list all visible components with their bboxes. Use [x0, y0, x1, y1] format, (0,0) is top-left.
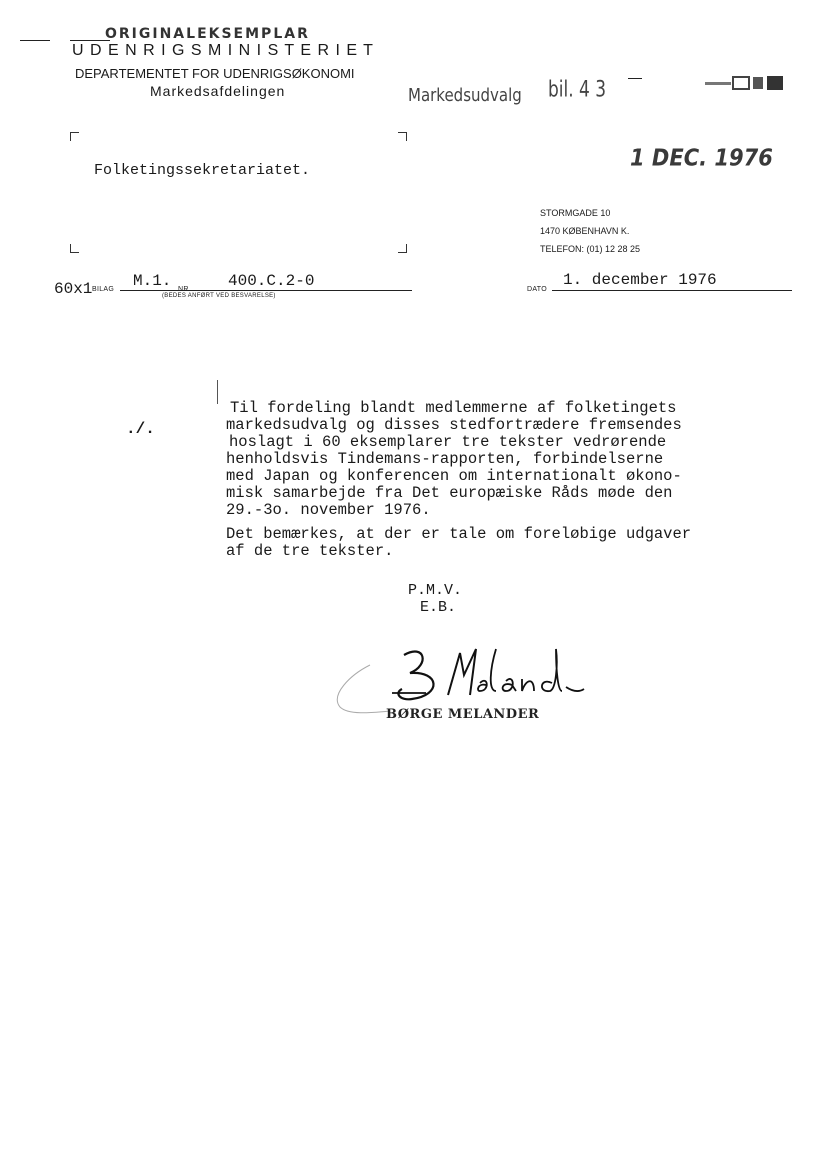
body-line: Det bemærkes, at der er tale om foreløbige udgaver	[226, 525, 692, 543]
address-phone: TELEFON: (01) 12 28 25	[540, 244, 641, 254]
committee-stamp: Markedsudvalg	[408, 84, 522, 106]
body-line: hoslagt i 60 eksemplarer tre tekster vedrørende	[229, 433, 667, 451]
window-corner-tl	[70, 132, 79, 141]
header-rule-left	[20, 40, 50, 41]
body-line: henholdsvis Tindemans-rapporten, forbindelserne	[226, 450, 664, 468]
body-line: misk samarbejde fra Det europæiske Råds møde den	[226, 484, 673, 502]
body-line: af de tre tekster.	[226, 542, 394, 560]
enclosure-mark: ./.	[126, 420, 155, 438]
bilag-value: M.1.	[133, 272, 172, 290]
bilag-stamp: bil. 4 3	[548, 77, 607, 103]
body-line: med Japan og konferencen om internationalt økono-	[226, 467, 682, 485]
window-corner-bl	[70, 244, 79, 253]
dato-label: DATO	[527, 286, 547, 293]
address-city: 1470 KØBENHAVN K.	[540, 226, 630, 236]
body-line: Til fordeling blandt medlemmerne af folketingets	[230, 399, 677, 417]
body-paragraph-2	[226, 526, 691, 560]
pmv: P.M.V.	[408, 582, 463, 599]
window-corner-br	[398, 244, 407, 253]
body-line: 29.-3o. november 1976.	[226, 501, 431, 519]
original-stamp: ORIGINALEKSEMPLAR	[105, 26, 310, 42]
nr-value: 400.C.2-0	[228, 272, 315, 290]
window-corner-tr	[398, 132, 407, 141]
address-street: STORMGADE 10	[540, 208, 611, 218]
received-date-stamp: 1 DEC. 1976	[630, 144, 773, 172]
stamp-dash	[628, 78, 642, 79]
bilag-label: BILAG	[92, 286, 115, 293]
initials: E.B.	[420, 599, 457, 616]
body-paragraph-1	[226, 400, 682, 519]
department-name: DEPARTEMENTET FOR UDENRIGSØKONOMI	[75, 66, 355, 81]
reference-underline	[120, 290, 412, 291]
header-rule-left-2	[70, 40, 110, 41]
body-line: markedsudvalg og disses stedfortrædere fremsendes	[226, 416, 682, 434]
reference-note: (BEDES ANFØRT VED BESVARELSE)	[162, 293, 276, 299]
classification-stamp	[705, 74, 785, 92]
copies-note: 60x1	[54, 280, 93, 298]
section-name: Markedsafdelingen	[150, 83, 286, 99]
signatory-name: BØRGE MELANDER	[386, 707, 540, 722]
dato-value: 1. december 1976	[563, 271, 717, 289]
margin-mark	[217, 380, 218, 404]
dato-underline	[552, 290, 792, 291]
recipient: Folketingssekretariatet.	[94, 162, 311, 179]
ministry-name: U D E N R I G S M I N I S T E R I E T	[72, 42, 374, 59]
